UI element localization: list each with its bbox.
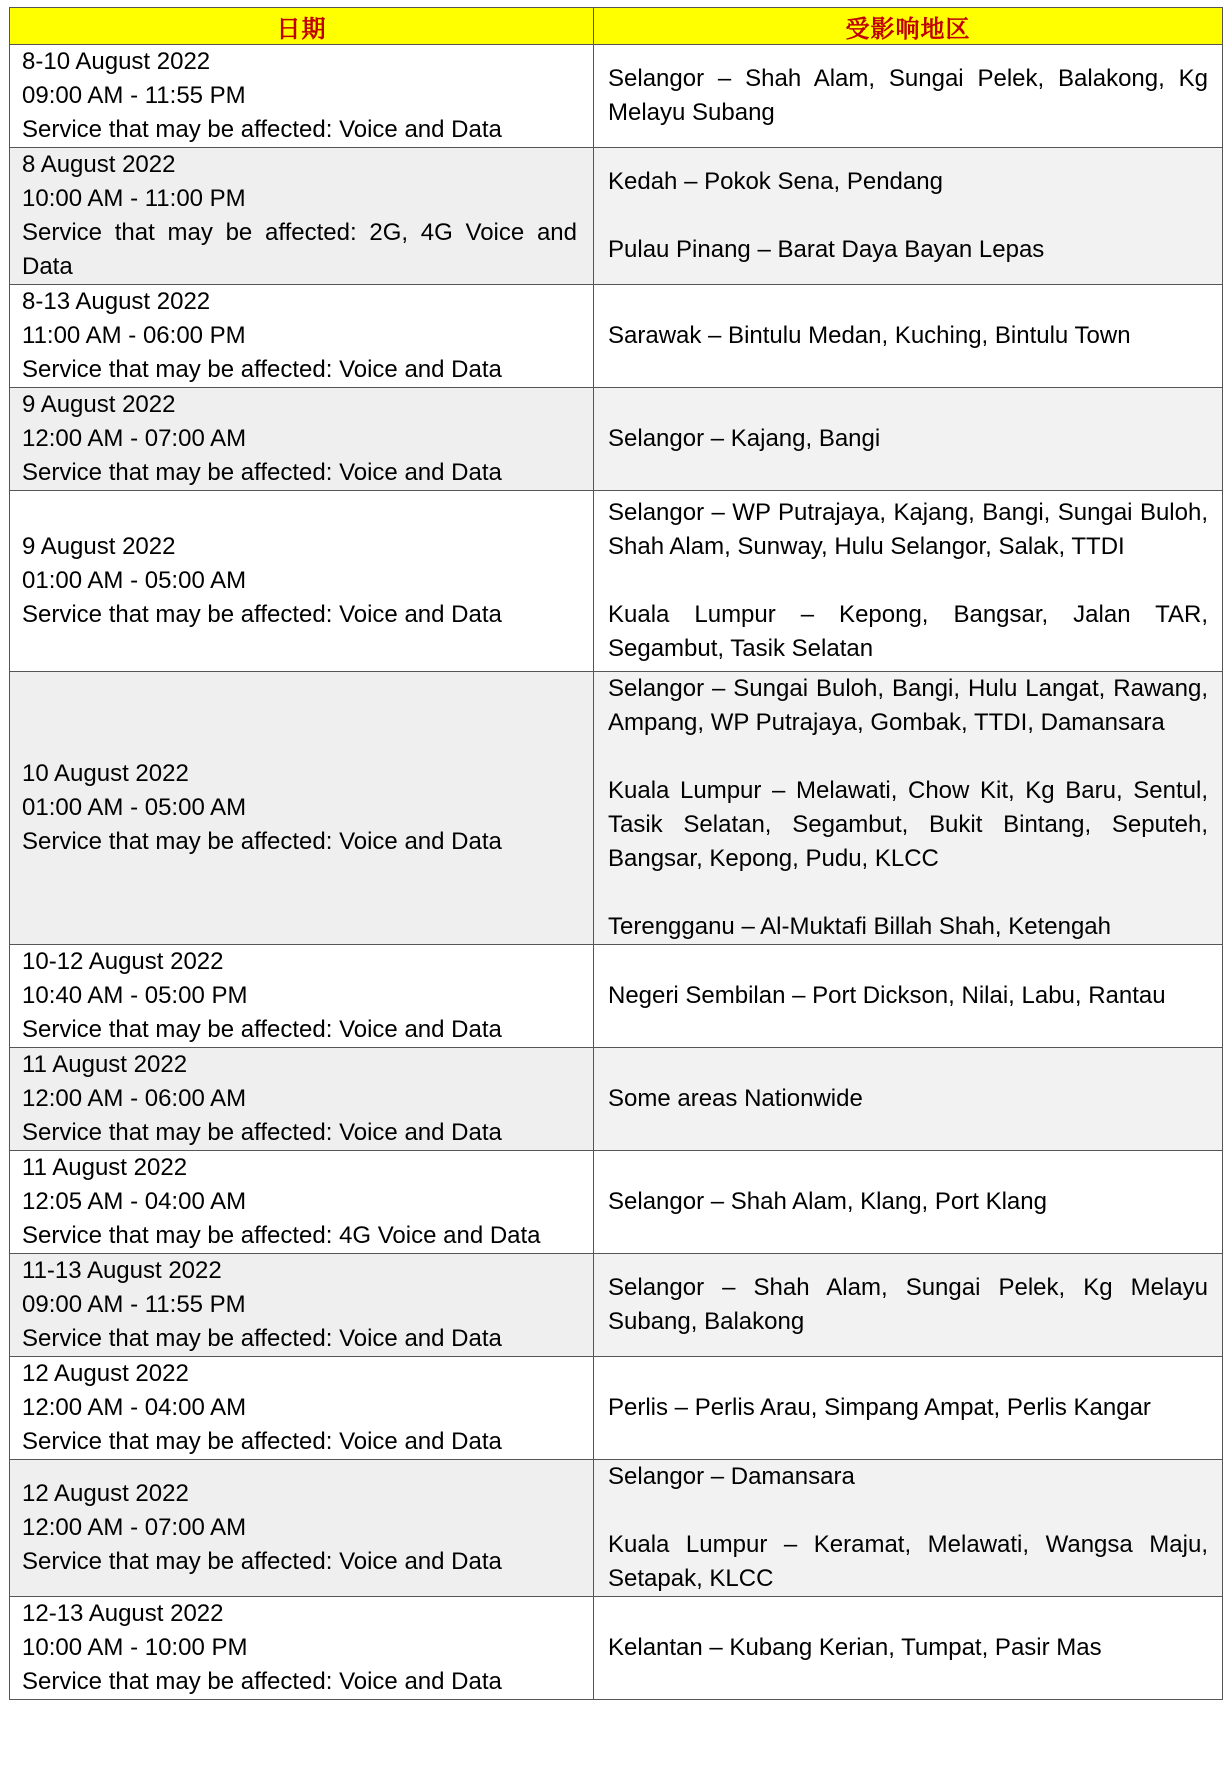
service-affected-text: Service that may be affected: Voice and Data — [22, 1548, 502, 1575]
affected-area-text: Selangor – Shah Alam, Klang, Port Klang — [608, 1188, 1047, 1215]
table-row — [10, 1048, 1223, 1151]
date-cell — [10, 1048, 594, 1151]
paragraph-gap — [608, 199, 1208, 233]
service-affected-text: Service that may be affected: Voice and Data — [22, 1016, 502, 1043]
service-affected-text: Service that may be affected: Voice and Data — [22, 1668, 502, 1695]
time-range-text: 09:00 AM - 11:55 PM — [22, 1291, 246, 1318]
date-cell — [10, 1597, 594, 1700]
affected-area-cell — [594, 1357, 1223, 1460]
date-text: 12 August 2022 — [22, 1360, 189, 1387]
table-row — [10, 148, 1223, 285]
affected-area-text: Terengganu – Al-Muktafi Billah Shah, Ketengah — [608, 913, 1112, 940]
schedule-table-wrapper — [9, 7, 1222, 1700]
date-text: 11-13 August 2022 — [22, 1257, 222, 1284]
affected-area-text: Kuala Lumpur – Kepong, Bangsar, Jalan TAR, Segambut, Tasik Selatan — [608, 601, 1208, 662]
service-affected-text: Service that may be affected: Voice and Data — [22, 116, 502, 143]
table-row — [10, 1460, 1223, 1597]
affected-area-cell — [594, 388, 1223, 491]
date-text: 11 August 2022 — [22, 1154, 188, 1181]
affected-area-column-header: 受影响地区 — [594, 8, 1223, 45]
affected-area-text: Kedah – Pokok Sena, Pendang — [608, 168, 943, 195]
affected-area-cell — [594, 1151, 1223, 1254]
date-cell — [10, 1460, 594, 1597]
affected-area-cell — [594, 1597, 1223, 1700]
date-cell — [10, 491, 594, 672]
service-affected-text: Service that may be affected: 4G Voice and Data — [22, 1222, 541, 1249]
time-range-text: 12:00 AM - 04:00 AM — [22, 1394, 247, 1421]
service-affected-text: Service that may be affected: Voice and Data — [22, 356, 502, 383]
date-cell — [10, 388, 594, 491]
service-affected-text: Service that may be affected: Voice and Data — [22, 1428, 502, 1455]
table-row — [10, 1151, 1223, 1254]
table-row — [10, 1357, 1223, 1460]
affected-area-text: Selangor – WP Putrajaya, Kajang, Bangi, Sungai Buloh, Shah Alam, Sunway, Hulu Selangor, Salak, TTDI — [608, 499, 1208, 560]
date-cell — [10, 285, 594, 388]
service-affected-text: Service that may be affected: Voice and Data — [22, 1119, 502, 1146]
table-header-row — [10, 8, 1223, 45]
table-row — [10, 491, 1223, 672]
affected-area-text: Selangor – Sungai Buloh, Bangi, Hulu Langat, Rawang, Ampang, WP Putrajaya, Gombak, TTDI, Damansara — [608, 675, 1208, 736]
date-text: 11 August 2022 — [22, 1051, 188, 1078]
table-row — [10, 945, 1223, 1048]
date-column-header: 日期 — [10, 8, 594, 45]
date-cell — [10, 1151, 594, 1254]
time-range-text: 12:00 AM - 06:00 AM — [22, 1085, 247, 1112]
date-text: 8-13 August 2022 — [22, 288, 211, 315]
affected-area-text: Selangor – Damansara — [608, 1463, 855, 1490]
affected-area-text: Sarawak – Bintulu Medan, Kuching, Bintulu Town — [608, 322, 1131, 349]
date-cell — [10, 945, 594, 1048]
paragraph-gap — [608, 564, 1208, 598]
service-affected-text: Service that may be affected: Voice and Data — [22, 828, 502, 855]
affected-area-text: Selangor – Shah Alam, Sungai Pelek, Balakong, Kg Melayu Subang — [608, 65, 1208, 126]
time-range-text: 10:40 AM - 05:00 PM — [22, 982, 248, 1009]
service-affected-text: Service that may be affected: 2G, 4G Voice and Data — [22, 219, 577, 280]
affected-area-text: Kuala Lumpur – Melawati, Chow Kit, Kg Baru, Sentul, Tasik Selatan, Segambut, Bukit Bintang, Seputeh, Bangsar, Kepong, Pudu, KLCC — [608, 777, 1208, 872]
time-range-text: 12:05 AM - 04:00 AM — [22, 1188, 247, 1215]
affected-area-text: Perlis – Perlis Arau, Simpang Ampat, Perlis Kangar — [608, 1394, 1151, 1421]
time-range-text: 01:00 AM - 05:00 AM — [22, 794, 247, 821]
time-range-text: 09:00 AM - 11:55 PM — [22, 82, 246, 109]
date-text: 9 August 2022 — [22, 533, 176, 560]
affected-area-cell — [594, 45, 1223, 148]
affected-area-cell — [594, 491, 1223, 672]
paragraph-gap — [608, 876, 1208, 910]
table-row — [10, 672, 1223, 945]
date-text: 12 August 2022 — [22, 1480, 189, 1507]
affected-area-cell — [594, 672, 1223, 945]
date-text: 8-10 August 2022 — [22, 48, 211, 75]
affected-area-text: Kelantan – Kubang Kerian, Tumpat, Pasir Mas — [608, 1634, 1102, 1661]
affected-area-text: Some areas Nationwide — [608, 1085, 863, 1112]
maintenance-schedule-table — [9, 7, 1223, 1700]
affected-area-text: Pulau Pinang – Barat Daya Bayan Lepas — [608, 236, 1045, 263]
paragraph-gap — [608, 1494, 1208, 1528]
date-text: 10 August 2022 — [22, 760, 189, 787]
date-text: 12-13 August 2022 — [22, 1600, 224, 1627]
time-range-text: 10:00 AM - 11:00 PM — [22, 185, 246, 212]
date-cell — [10, 1357, 594, 1460]
date-cell — [10, 148, 594, 285]
affected-area-text: Kuala Lumpur – Keramat, Melawati, Wangsa Maju, Setapak, KLCC — [608, 1531, 1208, 1592]
affected-area-cell — [594, 1254, 1223, 1357]
table-row — [10, 1597, 1223, 1700]
date-cell — [10, 45, 594, 148]
time-range-text: 10:00 AM - 10:00 PM — [22, 1634, 248, 1661]
date-cell — [10, 672, 594, 945]
table-row — [10, 388, 1223, 491]
date-text: 10-12 August 2022 — [22, 948, 224, 975]
affected-area-cell — [594, 945, 1223, 1048]
affected-area-text: Selangor – Kajang, Bangi — [608, 425, 881, 452]
date-text: 8 August 2022 — [22, 151, 176, 178]
time-range-text: 12:00 AM - 07:00 AM — [22, 425, 247, 452]
affected-area-cell — [594, 1048, 1223, 1151]
table-row — [10, 45, 1223, 148]
time-range-text: 01:00 AM - 05:00 AM — [22, 567, 247, 594]
service-affected-text: Service that may be affected: Voice and Data — [22, 601, 502, 628]
paragraph-gap — [608, 740, 1208, 774]
affected-area-text: Selangor – Shah Alam, Sungai Pelek, Kg Melayu Subang, Balakong — [608, 1274, 1208, 1335]
date-text: 9 August 2022 — [22, 391, 176, 418]
table-row — [10, 285, 1223, 388]
service-affected-text: Service that may be affected: Voice and Data — [22, 459, 502, 486]
time-range-text: 12:00 AM - 07:00 AM — [22, 1514, 247, 1541]
affected-area-cell — [594, 1460, 1223, 1597]
affected-area-cell — [594, 285, 1223, 388]
service-affected-text: Service that may be affected: Voice and Data — [22, 1325, 502, 1352]
affected-area-text: Negeri Sembilan – Port Dickson, Nilai, Labu, Rantau — [608, 982, 1166, 1009]
table-row — [10, 1254, 1223, 1357]
time-range-text: 11:00 AM - 06:00 PM — [22, 322, 246, 349]
affected-area-cell — [594, 148, 1223, 285]
table-body — [10, 45, 1223, 1700]
date-cell — [10, 1254, 594, 1357]
